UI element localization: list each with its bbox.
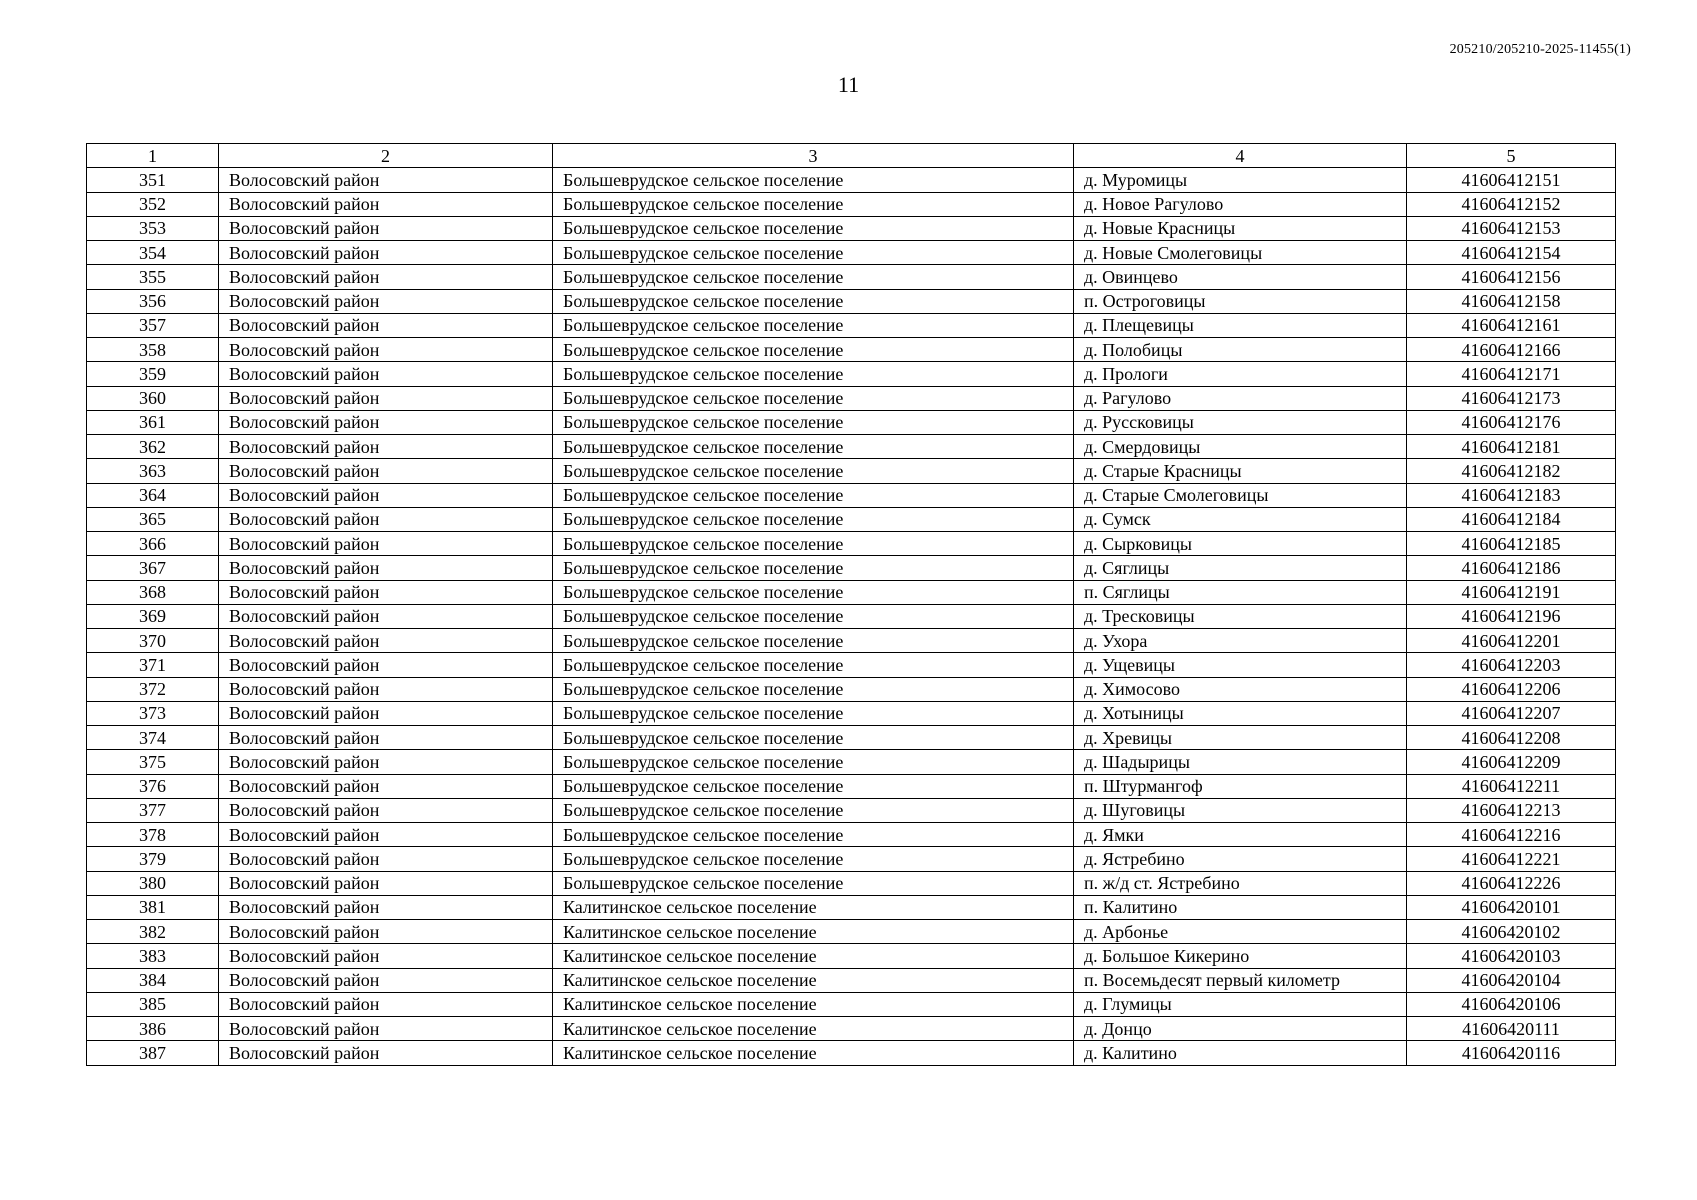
row-number: 374 xyxy=(87,726,219,750)
row-number: 377 xyxy=(87,798,219,822)
locality-cell: п. Сяглицы xyxy=(1074,580,1407,604)
oktmo-code-cell: 41606420101 xyxy=(1407,895,1616,919)
table-row xyxy=(87,313,1616,337)
table-row xyxy=(87,386,1616,410)
district-cell: Волосовский район xyxy=(219,386,553,410)
oktmo-code-cell: 41606412207 xyxy=(1407,701,1616,725)
district-cell: Волосовский район xyxy=(219,847,553,871)
locality-cell: д. Сырковицы xyxy=(1074,532,1407,556)
settlement-cell: Большеврудское сельское поселение xyxy=(553,289,1074,313)
row-number: 365 xyxy=(87,507,219,531)
table-row xyxy=(87,895,1616,919)
table-row xyxy=(87,241,1616,265)
row-number: 357 xyxy=(87,313,219,337)
district-cell: Волосовский район xyxy=(219,1041,553,1065)
settlement-cell: Большеврудское сельское поселение xyxy=(553,871,1074,895)
row-number: 358 xyxy=(87,338,219,362)
row-number: 362 xyxy=(87,435,219,459)
oktmo-code-cell: 41606412185 xyxy=(1407,532,1616,556)
settlement-cell: Большеврудское сельское поселение xyxy=(553,823,1074,847)
table-row xyxy=(87,435,1616,459)
locality-cell: д. Полобицы xyxy=(1074,338,1407,362)
row-number: 372 xyxy=(87,677,219,701)
settlement-cell: Большеврудское сельское поселение xyxy=(553,726,1074,750)
settlement-cell: Большеврудское сельское поселение xyxy=(553,701,1074,725)
settlement-cell: Большеврудское сельское поселение xyxy=(553,216,1074,240)
oktmo-code-cell: 41606412152 xyxy=(1407,192,1616,216)
settlement-cell: Большеврудское сельское поселение xyxy=(553,556,1074,580)
district-cell: Волосовский район xyxy=(219,556,553,580)
oktmo-code-cell: 41606412206 xyxy=(1407,677,1616,701)
oktmo-code-cell: 41606412173 xyxy=(1407,386,1616,410)
settlement-cell: Большеврудское сельское поселение xyxy=(553,192,1074,216)
table-row xyxy=(87,701,1616,725)
district-cell: Волосовский район xyxy=(219,338,553,362)
settlement-cell: Большеврудское сельское поселение xyxy=(553,168,1074,192)
settlement-cell: Большеврудское сельское поселение xyxy=(553,386,1074,410)
district-cell: Волосовский район xyxy=(219,701,553,725)
table-row xyxy=(87,847,1616,871)
district-cell: Волосовский район xyxy=(219,992,553,1016)
locality-cell: д. Арбонье xyxy=(1074,920,1407,944)
locality-cell: д. Ястребино xyxy=(1074,847,1407,871)
oktmo-code-cell: 41606412166 xyxy=(1407,338,1616,362)
oktmo-code-cell: 41606412208 xyxy=(1407,726,1616,750)
district-cell: Волосовский район xyxy=(219,629,553,653)
settlement-cell: Большеврудское сельское поселение xyxy=(553,604,1074,628)
district-cell: Волосовский район xyxy=(219,507,553,531)
row-number: 367 xyxy=(87,556,219,580)
settlement-cell: Калитинское сельское поселение xyxy=(553,895,1074,919)
district-cell: Волосовский район xyxy=(219,192,553,216)
row-number: 354 xyxy=(87,241,219,265)
locality-cell: п. Восемьдесят первый километр xyxy=(1074,968,1407,992)
row-number: 351 xyxy=(87,168,219,192)
locality-cell: д. Руссковицы xyxy=(1074,410,1407,434)
row-number: 382 xyxy=(87,920,219,944)
locality-cell: д. Калитино xyxy=(1074,1041,1407,1065)
table-row xyxy=(87,459,1616,483)
settlement-cell: Калитинское сельское поселение xyxy=(553,968,1074,992)
locality-cell: д. Новое Рагулово xyxy=(1074,192,1407,216)
locality-cell: д. Рагулово xyxy=(1074,386,1407,410)
settlement-cell: Большеврудское сельское поселение xyxy=(553,483,1074,507)
oktmo-code-cell: 41606420106 xyxy=(1407,992,1616,1016)
row-number: 360 xyxy=(87,386,219,410)
table-row xyxy=(87,362,1616,386)
oktmo-code-cell: 41606412203 xyxy=(1407,653,1616,677)
oktmo-code-cell: 41606412154 xyxy=(1407,241,1616,265)
table-row xyxy=(87,192,1616,216)
settlement-cell: Большеврудское сельское поселение xyxy=(553,580,1074,604)
column-header-1: 1 xyxy=(87,144,219,168)
locality-cell: д. Сумск xyxy=(1074,507,1407,531)
row-number: 384 xyxy=(87,968,219,992)
row-number: 356 xyxy=(87,289,219,313)
district-cell: Волосовский район xyxy=(219,1017,553,1041)
table-row xyxy=(87,992,1616,1016)
locality-cell: д. Ухора xyxy=(1074,629,1407,653)
district-cell: Волосовский район xyxy=(219,313,553,337)
row-number: 355 xyxy=(87,265,219,289)
column-header-4: 4 xyxy=(1074,144,1407,168)
settlement-cell: Большеврудское сельское поселение xyxy=(553,313,1074,337)
table-row xyxy=(87,944,1616,968)
table-row xyxy=(87,871,1616,895)
locality-cell: д. Старые Смолеговицы xyxy=(1074,483,1407,507)
table-row xyxy=(87,338,1616,362)
oktmo-code-cell: 41606412153 xyxy=(1407,216,1616,240)
district-cell: Волосовский район xyxy=(219,289,553,313)
page-number: 11 xyxy=(837,72,860,97)
locality-cell: д. Старые Красницы xyxy=(1074,459,1407,483)
settlement-cell: Большеврудское сельское поселение xyxy=(553,653,1074,677)
settlement-cell: Калитинское сельское поселение xyxy=(553,944,1074,968)
oktmo-code-cell: 41606412213 xyxy=(1407,798,1616,822)
oktmo-code-cell: 41606412158 xyxy=(1407,289,1616,313)
oktmo-code-cell: 41606412176 xyxy=(1407,410,1616,434)
district-cell: Волосовский район xyxy=(219,677,553,701)
row-number: 359 xyxy=(87,362,219,386)
district-cell: Волосовский район xyxy=(219,653,553,677)
table-row xyxy=(87,629,1616,653)
row-number: 386 xyxy=(87,1017,219,1041)
district-cell: Волосовский район xyxy=(219,604,553,628)
oktmo-code-cell: 41606412181 xyxy=(1407,435,1616,459)
oktmo-code-cell: 41606420102 xyxy=(1407,920,1616,944)
row-number: 353 xyxy=(87,216,219,240)
row-number: 361 xyxy=(87,410,219,434)
table-row xyxy=(87,677,1616,701)
oktmo-code-cell: 41606412211 xyxy=(1407,774,1616,798)
table-row xyxy=(87,289,1616,313)
settlement-cell: Калитинское сельское поселение xyxy=(553,992,1074,1016)
district-cell: Волосовский район xyxy=(219,920,553,944)
settlement-cell: Большеврудское сельское поселение xyxy=(553,847,1074,871)
settlement-cell: Большеврудское сельское поселение xyxy=(553,507,1074,531)
district-cell: Волосовский район xyxy=(219,265,553,289)
district-cell: Волосовский район xyxy=(219,580,553,604)
row-number: 380 xyxy=(87,871,219,895)
locality-cell: д. Хревицы xyxy=(1074,726,1407,750)
district-cell: Волосовский район xyxy=(219,168,553,192)
oktmo-code-cell: 41606420111 xyxy=(1407,1017,1616,1041)
row-number: 370 xyxy=(87,629,219,653)
settlement-cell: Большеврудское сельское поселение xyxy=(553,265,1074,289)
column-header-3: 3 xyxy=(553,144,1074,168)
table-header xyxy=(87,144,1616,168)
row-number: 376 xyxy=(87,774,219,798)
locality-cell: д. Ямки xyxy=(1074,823,1407,847)
table-row xyxy=(87,604,1616,628)
row-number: 375 xyxy=(87,750,219,774)
locality-cell: д. Глумицы xyxy=(1074,992,1407,1016)
locality-cell: д. Хотыницы xyxy=(1074,701,1407,725)
oktmo-code-cell: 41606412196 xyxy=(1407,604,1616,628)
row-number: 381 xyxy=(87,895,219,919)
table-row xyxy=(87,798,1616,822)
settlement-cell: Большеврудское сельское поселение xyxy=(553,459,1074,483)
oktmo-code-cell: 41606420116 xyxy=(1407,1041,1616,1065)
settlement-cell: Большеврудское сельское поселение xyxy=(553,677,1074,701)
settlement-cell: Большеврудское сельское поселение xyxy=(553,435,1074,459)
settlement-cell: Большеврудское сельское поселение xyxy=(553,774,1074,798)
oktmo-code-cell: 41606412156 xyxy=(1407,265,1616,289)
district-cell: Волосовский район xyxy=(219,944,553,968)
oktmo-code-cell: 41606412209 xyxy=(1407,750,1616,774)
settlement-cell: Большеврудское сельское поселение xyxy=(553,629,1074,653)
oktmo-code-cell: 41606420103 xyxy=(1407,944,1616,968)
locality-cell: д. Шадырицы xyxy=(1074,750,1407,774)
table-row xyxy=(87,750,1616,774)
column-header-5: 5 xyxy=(1407,144,1616,168)
table-row xyxy=(87,823,1616,847)
table-row xyxy=(87,726,1616,750)
document-id: 205210/205210-2025-11455(1) xyxy=(1449,42,1631,57)
district-cell: Волосовский район xyxy=(219,823,553,847)
oktmo-code-cell: 41606412171 xyxy=(1407,362,1616,386)
locality-cell: д. Плещевицы xyxy=(1074,313,1407,337)
table-row xyxy=(87,556,1616,580)
locality-cell: д. Новые Красницы xyxy=(1074,216,1407,240)
locality-cell: д. Овинцево xyxy=(1074,265,1407,289)
header-row xyxy=(87,144,1616,168)
oktmo-code-cell: 41606412183 xyxy=(1407,483,1616,507)
table-row xyxy=(87,1017,1616,1041)
oktmo-code-cell: 41606412221 xyxy=(1407,847,1616,871)
locality-cell: д. Прологи xyxy=(1074,362,1407,386)
district-cell: Волосовский район xyxy=(219,798,553,822)
locality-cell: д. Большое Кикерино xyxy=(1074,944,1407,968)
settlements-table xyxy=(86,143,1616,1066)
locality-cell: п. Калитино xyxy=(1074,895,1407,919)
settlement-cell: Большеврудское сельское поселение xyxy=(553,338,1074,362)
district-cell: Волосовский район xyxy=(219,459,553,483)
locality-cell: д. Ущевицы xyxy=(1074,653,1407,677)
locality-cell: д. Шуговицы xyxy=(1074,798,1407,822)
table-row xyxy=(87,1041,1616,1065)
locality-cell: д. Донцо xyxy=(1074,1017,1407,1041)
table-row xyxy=(87,483,1616,507)
table-row xyxy=(87,216,1616,240)
row-number: 364 xyxy=(87,483,219,507)
locality-cell: д. Смердовицы xyxy=(1074,435,1407,459)
row-number: 378 xyxy=(87,823,219,847)
settlement-cell: Калитинское сельское поселение xyxy=(553,1017,1074,1041)
table-row xyxy=(87,580,1616,604)
table-body xyxy=(87,168,1616,1065)
locality-cell: д. Химосово xyxy=(1074,677,1407,701)
column-header-2: 2 xyxy=(219,144,553,168)
row-number: 369 xyxy=(87,604,219,628)
oktmo-code-cell: 41606420104 xyxy=(1407,968,1616,992)
oktmo-code-cell: 41606412201 xyxy=(1407,629,1616,653)
row-number: 352 xyxy=(87,192,219,216)
oktmo-code-cell: 41606412182 xyxy=(1407,459,1616,483)
oktmo-code-cell: 41606412216 xyxy=(1407,823,1616,847)
district-cell: Волосовский район xyxy=(219,871,553,895)
oktmo-code-cell: 41606412186 xyxy=(1407,556,1616,580)
table-row xyxy=(87,532,1616,556)
district-cell: Волосовский район xyxy=(219,410,553,434)
row-number: 383 xyxy=(87,944,219,968)
district-cell: Волосовский район xyxy=(219,483,553,507)
district-cell: Волосовский район xyxy=(219,241,553,265)
table-row xyxy=(87,920,1616,944)
table-row xyxy=(87,968,1616,992)
locality-cell: п. Остроговицы xyxy=(1074,289,1407,313)
district-cell: Волосовский район xyxy=(219,895,553,919)
settlement-cell: Большеврудское сельское поселение xyxy=(553,362,1074,386)
district-cell: Волосовский район xyxy=(219,750,553,774)
locality-cell: п. Штурмангоф xyxy=(1074,774,1407,798)
district-cell: Волосовский район xyxy=(219,532,553,556)
locality-cell: д. Сяглицы xyxy=(1074,556,1407,580)
locality-cell: п. ж/д ст. Ястребино xyxy=(1074,871,1407,895)
settlement-cell: Большеврудское сельское поселение xyxy=(553,798,1074,822)
row-number: 368 xyxy=(87,580,219,604)
table-row xyxy=(87,410,1616,434)
district-cell: Волосовский район xyxy=(219,774,553,798)
row-number: 363 xyxy=(87,459,219,483)
oktmo-code-cell: 41606412191 xyxy=(1407,580,1616,604)
table-row xyxy=(87,168,1616,192)
row-number: 366 xyxy=(87,532,219,556)
district-cell: Волосовский район xyxy=(219,435,553,459)
locality-cell: д. Тресковицы xyxy=(1074,604,1407,628)
table-row xyxy=(87,265,1616,289)
table-row xyxy=(87,653,1616,677)
oktmo-code-cell: 41606412151 xyxy=(1407,168,1616,192)
row-number: 373 xyxy=(87,701,219,725)
settlement-cell: Большеврудское сельское поселение xyxy=(553,750,1074,774)
settlement-cell: Большеврудское сельское поселение xyxy=(553,241,1074,265)
oktmo-code-cell: 41606412226 xyxy=(1407,871,1616,895)
settlement-cell: Калитинское сельское поселение xyxy=(553,1041,1074,1065)
settlement-cell: Калитинское сельское поселение xyxy=(553,920,1074,944)
row-number: 379 xyxy=(87,847,219,871)
row-number: 385 xyxy=(87,992,219,1016)
row-number: 387 xyxy=(87,1041,219,1065)
locality-cell: д. Новые Смолеговицы xyxy=(1074,241,1407,265)
locality-cell: д. Муромицы xyxy=(1074,168,1407,192)
oktmo-code-cell: 41606412161 xyxy=(1407,313,1616,337)
district-cell: Волосовский район xyxy=(219,216,553,240)
district-cell: Волосовский район xyxy=(219,726,553,750)
settlement-cell: Большеврудское сельское поселение xyxy=(553,532,1074,556)
row-number: 371 xyxy=(87,653,219,677)
table-row xyxy=(87,774,1616,798)
district-cell: Волосовский район xyxy=(219,968,553,992)
district-cell: Волосовский район xyxy=(219,362,553,386)
table-row xyxy=(87,507,1616,531)
oktmo-code-cell: 41606412184 xyxy=(1407,507,1616,531)
settlement-cell: Большеврудское сельское поселение xyxy=(553,410,1074,434)
